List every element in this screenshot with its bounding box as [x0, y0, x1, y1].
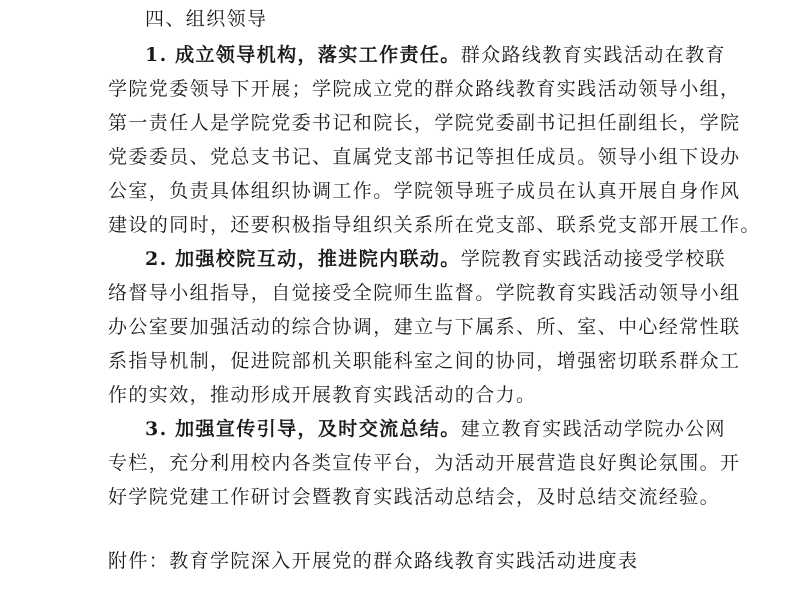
- item-3-line: 好学院党建工作研讨会暨教育实践活动总结会，及时总结交流经验。: [108, 486, 721, 508]
- section-heading: 四、组织领导: [145, 8, 268, 30]
- item-3-text: 建立教育实践活动学院办公网: [460, 418, 726, 440]
- attachment-line: 附件：教育学院深入开展党的群众路线教育实践活动进度表: [108, 550, 639, 572]
- item-2-line: 系指导机制，促进院部机关职能科室之间的协同，增强密切联系群众工: [108, 350, 741, 372]
- item-1-line: 建设的同时，还要积极指导组织关系所在党支部、联系党支部开展工作。: [108, 214, 761, 236]
- item-2-text: 学院教育实践活动接受学校联: [460, 248, 726, 270]
- item-2-line: 办公室要加强活动的综合协调，建立与下属系、所、室、中心经常性联: [108, 316, 741, 338]
- item-1-line: 第一责任人是学院党委书记和院长，学院党委副书记担任副组长，学院: [108, 112, 741, 134]
- item-1-line: 学院党委领导下开展；学院成立党的群众路线教育实践活动领导小组，: [108, 78, 741, 100]
- item-1-text: 群众路线教育实践活动在教育: [460, 44, 726, 66]
- item-1-line: 党委委员、党总支书记、直属党支部书记等担任成员。领导小组下设办: [108, 146, 741, 168]
- item-3-number: 3.: [145, 418, 168, 440]
- item-1-number: 1.: [145, 44, 168, 66]
- item-1-line: 公室，负责具体组织协调工作。学院领导班子成员在认真开展自身作风: [108, 180, 741, 202]
- item-2-number: 2.: [145, 248, 168, 270]
- item-2-line: 络督导小组指导，自觉接受全院师生监督。学院教育实践活动领导小组: [108, 282, 741, 304]
- item-3-title: 加强宣传引导，及时交流总结。: [175, 418, 461, 440]
- item-2-first-line: [145, 244, 726, 275]
- item-3-first-line: [145, 414, 726, 445]
- item-2-title: 加强校院互动，推进院内联动。: [175, 248, 461, 270]
- item-1-first-line: [145, 40, 726, 71]
- item-3-line: 专栏，充分利用校内各类宣传平台，为活动开展营造良好舆论氛围。开: [108, 452, 741, 474]
- item-2-line: 作的实效，推动形成开展教育实践活动的合力。: [108, 384, 537, 406]
- item-1-title: 成立领导机构，落实工作责任。: [175, 44, 461, 66]
